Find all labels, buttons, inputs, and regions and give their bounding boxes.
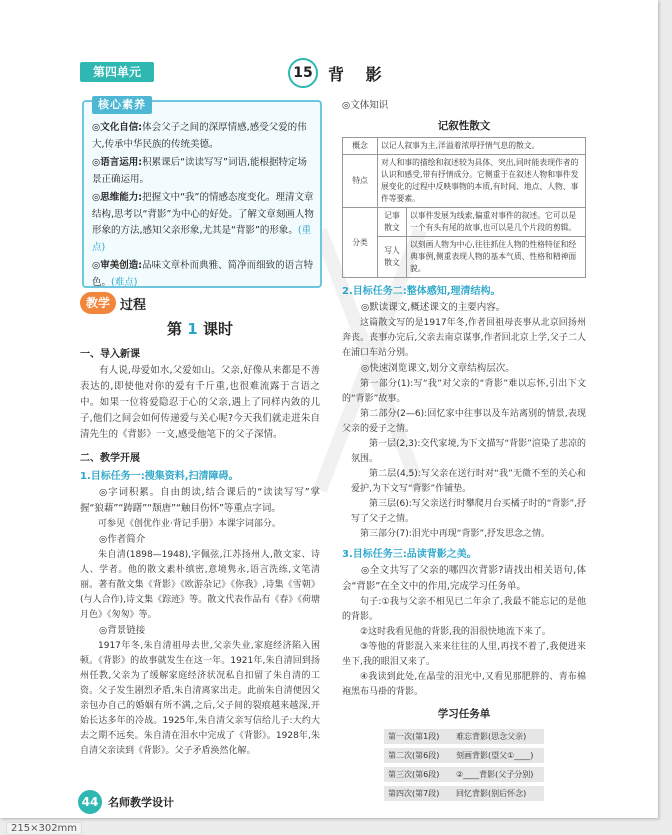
period-title	[80, 318, 320, 339]
structure-part: 第一部分(1):写“我”对父亲的“背影”难以忘怀,引出下文的“背影”故事。	[342, 379, 586, 404]
section-heading: 一、导入新课	[80, 349, 140, 360]
table-row	[384, 767, 544, 782]
lesson-number: 15	[288, 58, 318, 88]
summary-paragraph: 这篇散文写的是1917年冬,作者回祖母丧事从北京回扬州奔丧。丧事办完后,父亲去南京谋事,作者回北京上学,父子二人在浦口车站分别。	[342, 318, 586, 358]
genre-title: 记叙性散文	[437, 120, 491, 132]
table-cell: 回忆背影(别后怀念)	[452, 786, 544, 801]
core-item-mark: (重点)	[92, 225, 312, 253]
table-cell: 第三次(第6段)	[384, 767, 452, 782]
structure-layer: 第二层(4,5):写父亲在送行时对“我”无微不至的关心和爱护,为下文写“背影”作铺垫。	[351, 469, 586, 494]
footer-label: 名师教学设计	[108, 796, 174, 809]
core-item-language: ◎语言运用:积累课后“读读写写”词语,能根据特定场景正确运用。	[92, 157, 307, 185]
core-item-culture: ◎文化自信:体会父子之间的深厚情感,感受父爱的伟大,传承中华民族的传统美德。	[92, 122, 307, 150]
table-cell: 第一次(第1段)	[384, 729, 452, 744]
teaching-process-heading	[80, 292, 320, 314]
lesson-title: 背 影	[328, 64, 390, 84]
structure-layer: 第三层(6):写父亲送行时攀爬月台买橘子时的“背影”,抒写了父子之情。	[351, 499, 586, 524]
teaching-icon: 教学	[80, 292, 116, 314]
table-cell: 对人和事的描绘和叙述较为具体、突出,同时能表现作者的认识和感受,带有抒情成分。它侧重于在叙述人物和事件发展变化的过程中反映事物的本质,有时间、地点、人物、事件等要素。	[378, 155, 586, 208]
core-item-text: 积累课后“读读写写”词语,能根据特定场景正确运用。	[92, 157, 307, 185]
table-row	[343, 237, 586, 278]
unit-badge: 第四单元	[80, 62, 154, 82]
section-heading: 二、教学开展	[80, 453, 140, 464]
background-heading: ◎背景链接	[99, 625, 146, 636]
core-item-text: 体会父子之间的深厚情感,感受父爱的伟大,传承中华民族的传统美德。	[92, 122, 307, 150]
worksheet-title: 学习任务单	[437, 708, 491, 720]
task-heading: 2.目标任务二:整体感知,理清结构。	[342, 286, 501, 297]
author-heading: ◎作者简介	[99, 534, 146, 545]
table-row	[384, 729, 544, 744]
core-item-label: 思维能力:	[100, 192, 143, 203]
right-column	[342, 98, 586, 805]
task-heading: 3.目标任务三:品读背影之美。	[342, 549, 477, 560]
table-row	[384, 786, 544, 801]
table-cell: 以刻画人物为中心,往往抓住人物的性格特征和经典事例,侧重表现人物的基本气质、性格和精神面貌。	[407, 237, 586, 278]
structure-part: 第三部分(7):泪光中再现“背影”,抒发思念之情。	[360, 529, 550, 539]
worksheet-table	[384, 725, 544, 805]
sentence: ④我读到此处,在晶莹的泪光中,又看见那肥胖的、青布棉袍黑布马褂的背影。	[342, 672, 586, 697]
sentence: ②这时我看见他的背影,我的泪很快地流下来了。	[360, 627, 551, 637]
author-paragraph: 朱自清(1898—1948),字佩弦,江苏扬州人,散文家、诗人、学者。他的散文素朴缜密,意境隽永,语言洗练,文笔清丽。著有散文集《背影》《欧游杂记》《你我》,诗集《雪朝》(与人合作),诗文集《踪迹》等。散文代表作品有《春》《荷塘月色》《匆匆》等。	[80, 550, 320, 620]
genre-heading: ◎文体知识	[342, 100, 389, 111]
read-instruction: ◎默读课文,概述课文的主要内容。	[361, 302, 506, 313]
table-row	[343, 208, 586, 237]
table-cell: 分类	[343, 208, 378, 278]
period-prefix: 第	[167, 320, 183, 338]
table-cell: 刻画背影(望父①____)	[452, 748, 544, 763]
table-row	[343, 155, 586, 208]
question-paragraph: ◎全文共写了父亲的哪四次背影?请找出相关语句,体会“背影”在全文中的作用,完成学习任务单。	[342, 565, 586, 592]
left-column	[80, 292, 320, 759]
core-item-text: 把握文中“我”的情感态度变化。理清文章结构,思考以“背影”为中心的好处。了解文章刻画人物形象的方法,感知父亲形象,尤其是“背影”的形象。	[92, 192, 314, 236]
structure-heading: ◎快速浏览课文,划分文章结构层次。	[361, 363, 515, 374]
table-cell: 第二次(第6段)	[384, 748, 452, 763]
words-note: 可参见《创优作业·背记手册》本课字词部分。	[98, 519, 281, 529]
page-size-label: 215×302mm	[6, 822, 82, 835]
sentence: 句子:①我与父亲不相见已二年余了,我最不能忘记的是他的背影。	[342, 597, 586, 622]
task-heading: 1.目标任务一:搜集资料,扫清障碍。	[80, 471, 239, 482]
structure-part: 第二部分(2—6):回忆家中往事以及车站离别的情景,表现父亲的爱子之情。	[342, 409, 586, 434]
core-item-label: 审美创造:	[100, 260, 143, 271]
table-cell: 特点	[343, 155, 378, 208]
period-number: 1	[187, 320, 198, 338]
core-item-label: 语言运用:	[100, 157, 143, 168]
core-item-aesthetic: ◎审美创造:品味文章朴而典雅、简净而细致的语言特色。(难点)	[92, 260, 314, 288]
lesson-header	[288, 58, 390, 88]
table-cell: 写人散文	[378, 237, 407, 278]
process-label: 过程	[120, 297, 147, 313]
structure-layer: 第一层(2,3):交代家境,为下文描写“背影”渲染了悲凉的氛围。	[351, 439, 586, 464]
table-row	[384, 748, 544, 763]
table-cell: ②____背影(父子分别)	[452, 767, 544, 782]
core-literacy-title: 核心素养	[92, 96, 152, 114]
table-cell: 记事散文	[378, 208, 407, 237]
page-number: 44	[78, 790, 102, 814]
table-cell: 以事件发展为线索,偏重对事件的叙述。它可以是一个有头有尾的故事,也可以是几个片段的剪辑。	[407, 208, 586, 237]
words-paragraph: ◎字词积累。自由朗读,结合课后的“读读写写”掌握“狼藉”“踌躇”“颓唐”“触目伤怀”等重点字词。	[80, 487, 320, 514]
sentence: ③等他的背影混入来来往往的人里,再找不着了,我便进来坐下,我的眼泪又来了。	[342, 642, 586, 667]
table-row	[343, 138, 586, 155]
core-item-thinking: ◎思维能力:把握文中“我”的情感态度变化。理清文章结构,思考以“背影”为中心的好处。了解文章刻画人物形象的方法,感知父亲形象,尤其是“背影”的形象。(重点)	[92, 192, 314, 253]
intro-paragraph: 有人说,母爱如水,父爱如山。父亲,好像从来都是不善表达的,即使他对你的爱有千斤重,也很难流露于言语之中。如果一位将爱隐忍于心的父亲,遇上了同样内敛的儿子,他们之间会如何传递爱与关心呢?今天我们就走进朱自清先生的《背影》一文,感受他笔下的父子深情。	[80, 365, 320, 440]
background-paragraph: 1917年冬,朱自清祖母去世,父亲失业,家庭经济陷入困顿。《背影》的故事就发生在这一年。1921年,朱自清回到扬州任教,父亲为了缓解家庭经济状况私自扣留了朱自清的工资。父子发生剧烈矛盾,朱自清离家出走。此前朱自清便因父亲包办自己的婚姻有所不满,之后,父子间的裂痕越来越深,开始长达多年的冷战。1925年,朱自清父亲写信给儿子:大约大去之期不远矣。朱自清在泪水中完成了《背影》。1928年,朱自清父亲读到《背影》。父子矛盾涣然化解。	[80, 641, 320, 756]
core-item-text: 品味文章朴而典雅、简净而细致的语言特色。	[92, 260, 314, 288]
core-literacy-list	[92, 120, 314, 293]
core-item-mark: (难点)	[111, 276, 138, 288]
table-cell: 难忘背影(思念父亲)	[452, 729, 544, 744]
core-item-label: 文化自信:	[100, 122, 143, 133]
table-cell: 以记人叙事为主,洋溢着浓厚抒情气息的散文。	[378, 138, 586, 155]
period-suffix: 课时	[202, 320, 233, 338]
table-cell: 概念	[343, 138, 378, 155]
table-cell: 第四次(第7段)	[384, 786, 452, 801]
genre-table	[342, 137, 586, 278]
